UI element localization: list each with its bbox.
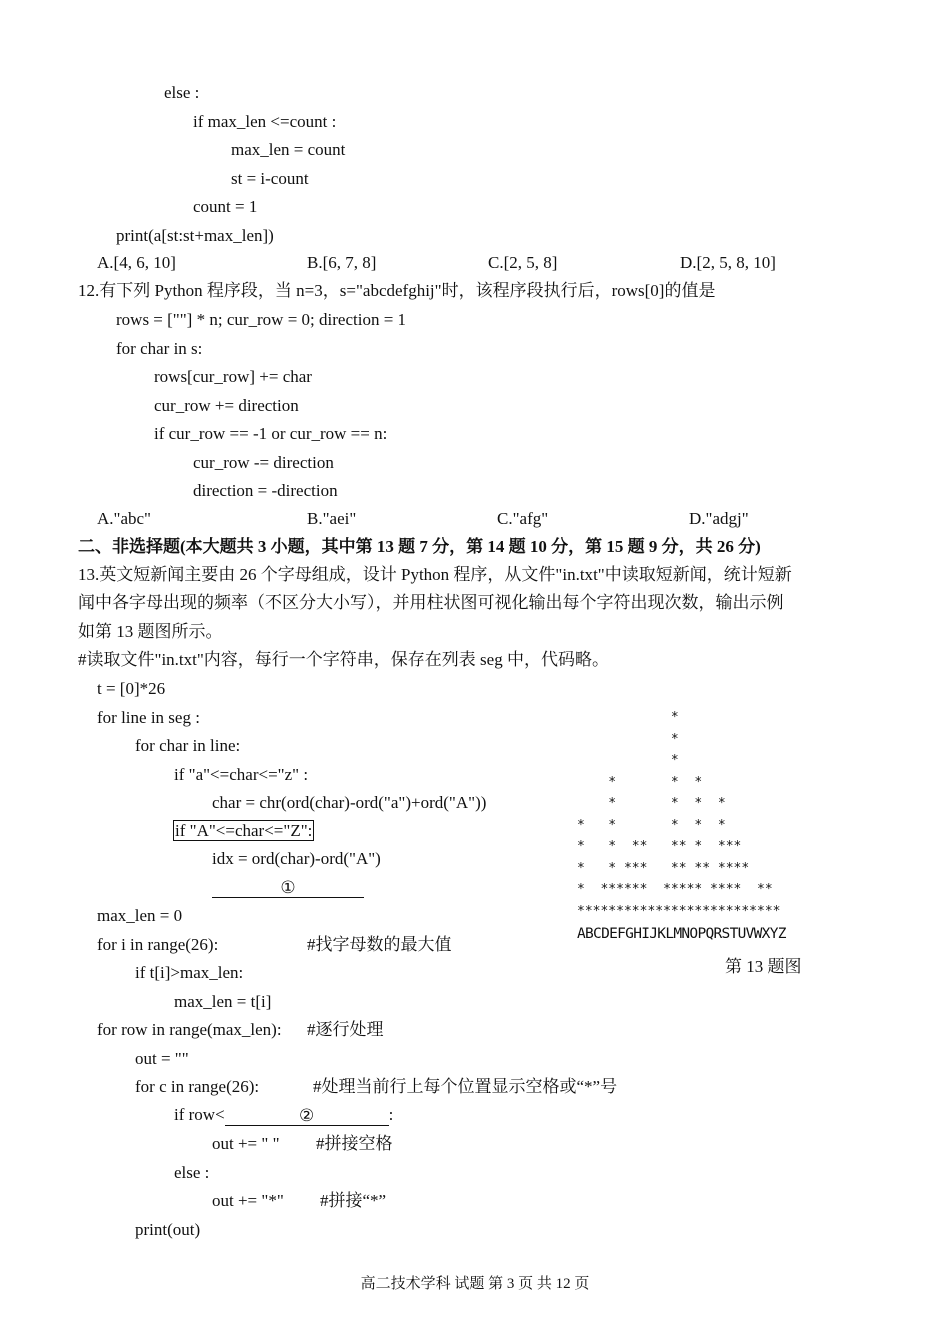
q13-code-line bbox=[174, 764, 308, 786]
code-text: direction = -direction bbox=[193, 481, 338, 500]
code-comment: #逐行处理 bbox=[307, 1020, 384, 1039]
q13-code-line bbox=[212, 1133, 280, 1155]
q13-code-line bbox=[135, 1219, 200, 1241]
figure-caption: 第 13 题图 bbox=[725, 957, 802, 976]
code-text: out += " " bbox=[212, 1134, 280, 1153]
code-comment: #拼接“*” bbox=[320, 1191, 387, 1210]
q13-stem-line-2: 闻中各字母出现的频率（不区分大小写），并用柱状图可视化输出每个字符出现次数，输出示例 bbox=[78, 593, 784, 612]
code-text: if "a"<=char<="z" : bbox=[174, 764, 309, 784]
q12-code-line bbox=[154, 423, 387, 445]
code-text: st = i-count bbox=[231, 168, 309, 188]
q12-code-line bbox=[193, 452, 334, 474]
q11-option[interactable]: C.[2, 5, 8] bbox=[488, 253, 558, 272]
q12-stem: 12.有下列 Python 程序段，当 n=3，s="abcdefghij"时，该程序段执行后，rows[0]的值是 bbox=[78, 281, 716, 300]
code-comment: #找字母数的最大值 bbox=[307, 934, 452, 954]
code-text: if cur_row == -1 or cur_row == n: bbox=[154, 424, 388, 443]
code-text: else : bbox=[164, 83, 200, 102]
code-text: rows[cur_row] += char bbox=[154, 367, 312, 386]
boxed-line: if "A"<=char<="Z": bbox=[175, 821, 313, 840]
figure-bar-row: * * * * * bbox=[577, 817, 726, 833]
figure-bar-row: * * ** ** * *** bbox=[577, 839, 742, 854]
figure-axis-labels: ABCDEFGHIJKLMNOPQRSTUVWXYZ bbox=[577, 926, 786, 942]
code-text: for char in line: bbox=[135, 736, 241, 755]
figure-bar-row: * bbox=[577, 753, 679, 768]
figure-bar-row: * * * bbox=[577, 774, 703, 790]
answer-blank-1[interactable]: ① bbox=[212, 877, 364, 898]
q11-code-line bbox=[193, 111, 336, 133]
q11-option[interactable]: A.[4, 6, 10] bbox=[97, 253, 176, 272]
blank-1-line bbox=[212, 876, 364, 898]
q13-code-line bbox=[135, 1048, 189, 1070]
code-text: for i in range(26): bbox=[97, 934, 219, 954]
q11-code-line bbox=[164, 82, 199, 104]
q13-stem-line-3: 如第 13 题图所示。 bbox=[78, 622, 223, 641]
code-text: rows = [""] * n; cur_row = 0; direction = 1 bbox=[116, 310, 407, 329]
q13-boxed-condition bbox=[173, 820, 314, 842]
q12-code-line bbox=[116, 309, 406, 331]
code-text: else : bbox=[174, 1162, 210, 1182]
code-text: char = chr(ord(char)-ord("a")+ord("A")) bbox=[212, 793, 487, 812]
q13-code-line bbox=[97, 707, 200, 729]
page-footer: 高二技术学科 试题 第 3 页 共 12 页 bbox=[360, 1276, 590, 1292]
section-heading: 二、非选择题(本大题共 3 小题，其中第 13 题 7 分，第 14 题 10 分，第 15 题 9 分，共 26 分) bbox=[78, 537, 761, 556]
code-text: for row in range(max_len): bbox=[97, 1020, 282, 1039]
code-text: count = 1 bbox=[193, 197, 258, 216]
q12-option[interactable]: C."afg" bbox=[497, 509, 549, 528]
q12-option[interactable]: A."abc" bbox=[97, 509, 151, 528]
q11-option[interactable]: B.[6, 7, 8] bbox=[307, 253, 377, 272]
q12-code-line bbox=[154, 395, 299, 417]
code-text: t = [0]*26 bbox=[97, 679, 166, 698]
q12-code-line bbox=[116, 338, 202, 360]
figure-bar-row: * * *** ** ** **** bbox=[577, 860, 750, 876]
q13-code-line bbox=[135, 1076, 259, 1098]
code-text: max_len = 0 bbox=[97, 906, 183, 925]
code-text: max_len = t[i] bbox=[174, 991, 272, 1011]
q12-option[interactable]: D."adgj" bbox=[689, 509, 749, 528]
if-row-suffix: : bbox=[388, 1105, 394, 1124]
code-text: cur_row += direction bbox=[154, 395, 299, 415]
q13-code-line bbox=[97, 678, 165, 700]
q12-code-line bbox=[154, 366, 312, 388]
q13-code-line bbox=[97, 905, 182, 927]
q13-if-row-line bbox=[174, 1104, 393, 1126]
q13-stem-line-1: 13.英文短新闻主要由 26 个字母组成，设计 Python 程序，从文件"in.txt"中读取短新闻，统计短新 bbox=[78, 565, 792, 584]
code-comment: #处理当前行上每个位置显示空格或“*”号 bbox=[313, 1077, 618, 1096]
code-text: if t[i]>max_len: bbox=[135, 963, 244, 982]
q11-code-line bbox=[116, 225, 274, 247]
q13-code-line bbox=[135, 735, 240, 757]
code-text: max_len = count bbox=[231, 140, 346, 159]
q13-code-line bbox=[212, 792, 486, 814]
q13-code-line bbox=[135, 962, 243, 984]
q11-option[interactable]: D.[2, 5, 8, 10] bbox=[680, 253, 776, 272]
q13-code-line bbox=[97, 934, 218, 956]
figure-bar-row: ************************** bbox=[577, 903, 781, 919]
figure-bar-row: * bbox=[577, 710, 679, 725]
q13-code-line bbox=[212, 1190, 284, 1212]
code-text: for line in seg : bbox=[97, 707, 200, 727]
code-text: cur_row -= direction bbox=[193, 452, 334, 472]
code-text: out = "" bbox=[135, 1048, 189, 1068]
q13-code-line bbox=[174, 991, 271, 1013]
code-comment: #拼接空格 bbox=[316, 1134, 393, 1153]
code-text: print(out) bbox=[135, 1219, 201, 1239]
answer-blank-2[interactable]: ② bbox=[225, 1105, 389, 1126]
if-row-prefix: if row< bbox=[174, 1105, 225, 1124]
figure-bar-row: * bbox=[577, 731, 679, 747]
code-text: out += "*" bbox=[212, 1191, 284, 1210]
q13-code-line bbox=[174, 1162, 209, 1184]
q12-code-line bbox=[193, 480, 338, 502]
q12-option[interactable]: B."aei" bbox=[307, 509, 357, 528]
code-text: print(a[st:st+max_len]) bbox=[116, 225, 274, 245]
q11-code-line bbox=[231, 168, 309, 190]
q13-comment: #读取文件"in.txt"内容，每行一个字符串，保存在列表 seg 中，代码略。 bbox=[78, 650, 609, 669]
q13-code-line bbox=[97, 1019, 282, 1041]
q11-code-line bbox=[193, 196, 257, 218]
q13-idx-line: idx = ord(char)-ord("A") bbox=[212, 849, 381, 868]
code-text: if max_len <=count : bbox=[193, 111, 337, 131]
figure-bar-row: * ****** ***** **** ** bbox=[577, 882, 773, 897]
figure-bar-row: * * * * bbox=[577, 796, 726, 811]
code-text: for c in range(26): bbox=[135, 1077, 260, 1096]
code-text: for char in s: bbox=[116, 338, 203, 358]
q11-code-line bbox=[231, 139, 345, 161]
